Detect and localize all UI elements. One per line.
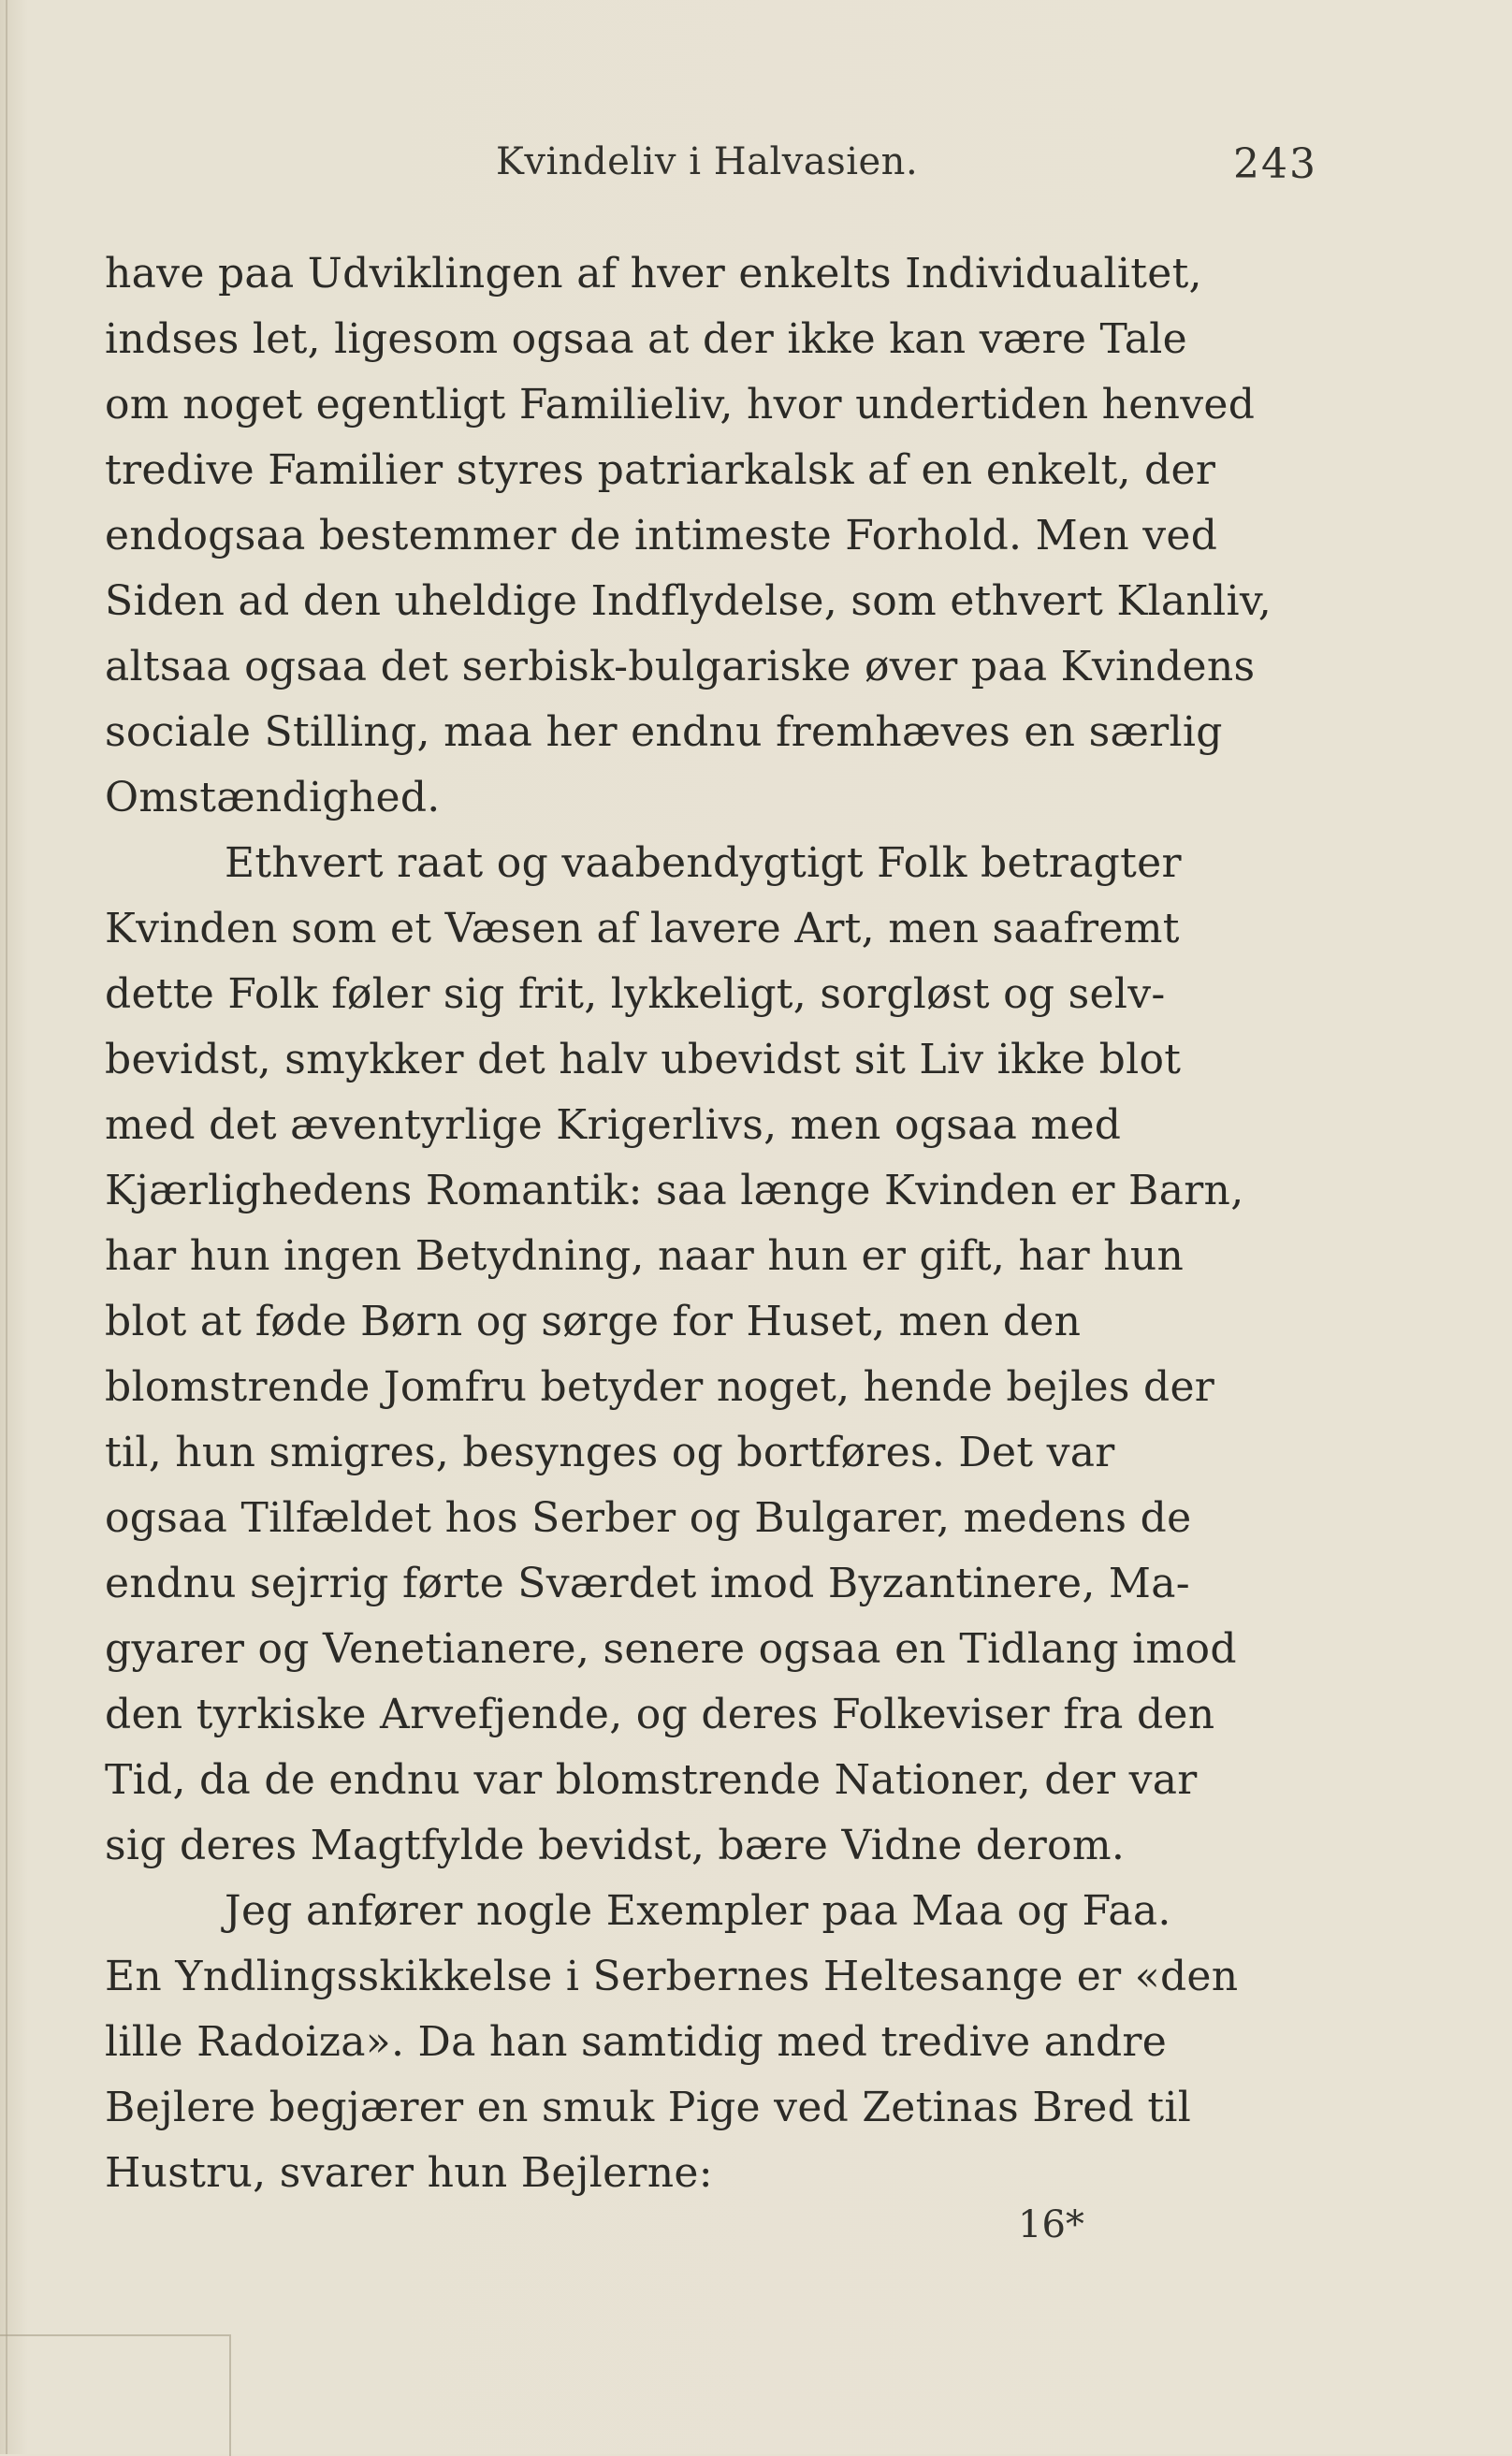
running-title: Kvindeliv i Halvasien.	[496, 140, 919, 183]
body-text	[105, 241, 1312, 2206]
text-line: Kvinden som et Væsen af lavere Art, men saafremt	[105, 905, 1180, 952]
text-line: blot at føde Børn og sørge for Huset, men den	[105, 1298, 1082, 1345]
text-line: Siden ad den uheldige Indflydelse, som ethvert Klanliv,	[105, 577, 1272, 625]
text-line: endnu sejrrig førte Sværdet imod Byzantinere, Ma-	[105, 1560, 1190, 1607]
printer-signature: 16*	[1018, 2203, 1084, 2246]
text-line: indses let, ligesom ogsaa at der ikke kan være Tale	[105, 315, 1187, 363]
page-binding-edge	[6, 0, 7, 2454]
text-line: dette Folk føler sig frit, lykkeligt, sorgløst og selv-	[105, 970, 1166, 1018]
text-line: har hun ingen Betydning, naar hun er gift, har hun	[105, 1232, 1185, 1280]
text-line: bevidst, smykker det halv ubevidst sit Liv ikke blot	[105, 1036, 1182, 1083]
text-line: En Yndlingsskikkelse i Serbernes Heltesange er «den	[105, 1953, 1239, 2000]
text-line: om noget egentligt Familieliv, hvor undertiden henved	[105, 381, 1256, 429]
text-line: endogsaa bestemmer de intimeste Forhold. Men ved	[105, 512, 1218, 560]
text-line: den tyrkiske Arvefjende, og deres Folkeviser fra den	[105, 1691, 1215, 1738]
text-line: med det æventyrlige Krigerlivs, men ogsaa med	[105, 1101, 1122, 1149]
text-line: tredive Familier styres patriarkalsk af en enkelt, der	[105, 446, 1216, 494]
text-line: Hustru, svarer hun Bejlerne:	[105, 2149, 713, 2197]
page-number: 243	[1233, 140, 1317, 188]
text-line: altsaa ogsaa det serbisk-bulgariske øver paa Kvindens	[105, 643, 1256, 690]
text-line: Omstændighed.	[105, 774, 441, 821]
text-line: Jeg anfører nogle Exempler paa Maa og Faa.	[225, 1887, 1171, 1935]
text-line: Bejlere begjærer en smuk Pige ved Zetinas Bred til	[105, 2084, 1192, 2131]
text-line: sig deres Magtfylde bevidst, bære Vidne derom.	[105, 1822, 1126, 1869]
text-line: Ethvert raat og vaabendygtigt Folk betragter	[225, 839, 1182, 887]
scan-corner-mark	[0, 2334, 231, 2456]
text-line: Tid, da de endnu var blomstrende Nationer, der var	[105, 1756, 1198, 1804]
text-line: have paa Udviklingen af hver enkelts Individualitet,	[105, 250, 1202, 298]
text-line: ogsaa Tilfældet hos Serber og Bulgarer, medens de	[105, 1494, 1192, 1542]
text-line: til, hun smigres, besynges og bortføres. Det var	[105, 1429, 1115, 1476]
text-line: sociale Stilling, maa her endnu fremhæves en særlig	[105, 708, 1223, 756]
text-line: gyarer og Venetianere, senere ogsaa en Tidlang imod	[105, 1625, 1237, 1673]
text-line: blomstrende Jomfru betyder noget, hende bejles der	[105, 1363, 1215, 1411]
text-line: Kjærlighedens Romantik: saa længe Kvinden er Barn,	[105, 1167, 1244, 1214]
text-line: lille Radoiza». Da han samtidig med tredive andre	[105, 2018, 1168, 2066]
